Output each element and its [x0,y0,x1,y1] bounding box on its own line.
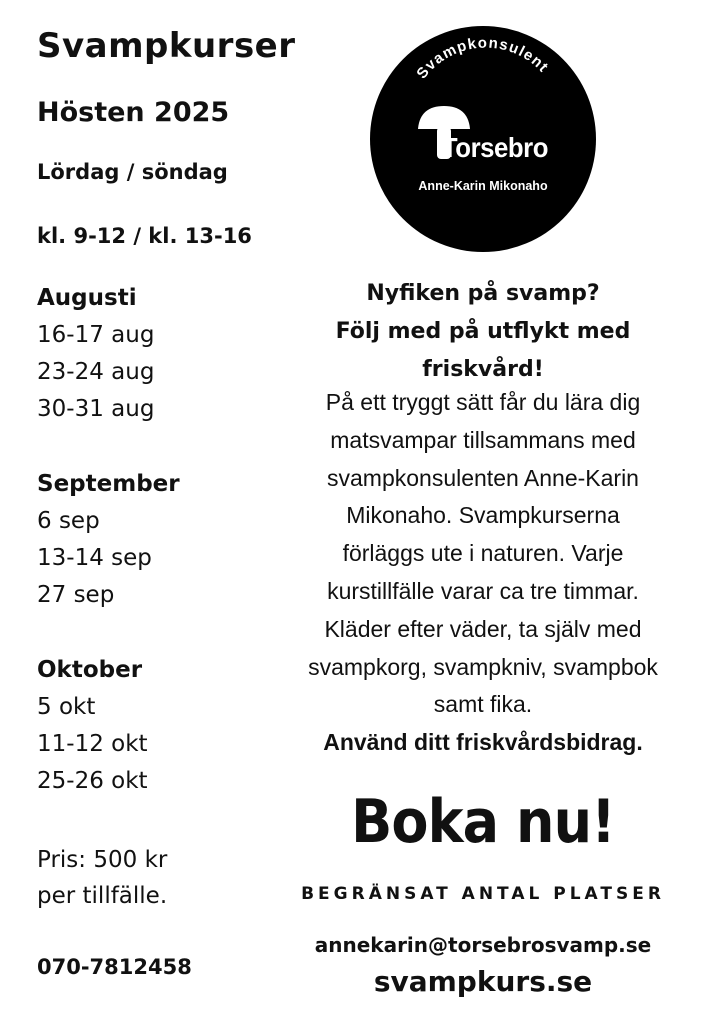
body-line: samt fika. [433,691,533,718]
body-line: svampkorg, svampkniv, svampbok [308,653,658,680]
logo-brand-text: Torsebro [441,132,548,163]
month-october [37,652,148,800]
benefit-line: Använd ditt friskvårdsbidrag. [323,729,643,756]
page-title: Svampkurser [37,26,296,66]
body-line: förläggs ute i naturen. Varje [342,540,624,567]
course-times: kl. 9-12 / kl. 13-16 [37,224,252,248]
body-line: svampkonsulenten Anne-Karin [327,464,639,491]
course-date: 27 sep [37,582,115,608]
price-line: per tillfälle. [37,883,168,909]
logo-arc-text: Svampkonsulent [413,34,553,83]
body-line: kurstillfälle varar ca tre timmar. [327,577,639,604]
month-september [37,466,180,614]
price-line: Pris: 500 kr [37,847,168,873]
logo [370,26,596,252]
logo-owner: Anne-Karin Mikonaho [418,179,548,193]
month-name: Oktober [37,657,143,683]
book-now-heading: Boka nu! [351,787,615,857]
website-link[interactable]: svampkurs.se [373,965,593,998]
headline-line: Nyfiken på svamp? [366,281,600,306]
course-date: 11-12 okt [37,731,148,757]
price-info [37,842,167,914]
course-days: Lördag / söndag [37,160,228,184]
body-line: På ett tryggt sätt får du lära dig [325,389,641,415]
headline-line: Följ med på utflykt med [335,319,631,344]
headline-line: friskvård! [422,357,544,382]
body-line: matsvampar tillsammans med [330,426,636,453]
course-date: 5 okt [37,694,96,720]
course-date: 23-24 aug [37,359,155,385]
logo-brand [379,132,587,164]
promo-body [268,384,698,762]
limited-spots: BEGRÄNSAT ANTAL PLATSER [301,884,665,904]
course-date: 30-31 aug [37,396,155,422]
phone-number[interactable]: 070-7812458 [37,955,192,979]
email-link[interactable]: annekarin@torsebrosvamp.se [314,933,652,957]
promo-headline [268,275,698,389]
course-date: 13-14 sep [37,545,152,571]
month-name: September [37,471,180,497]
body-line: Mikonaho. Svampkurserna [346,502,620,529]
month-august [37,280,154,428]
month-name: Augusti [37,285,137,311]
course-date: 6 sep [37,508,100,534]
season-heading: Hösten 2025 [37,97,230,128]
body-line: Kläder efter väder, ta själv med [324,615,642,642]
course-date: 16-17 aug [37,322,155,348]
course-date: 25-26 okt [37,768,148,794]
